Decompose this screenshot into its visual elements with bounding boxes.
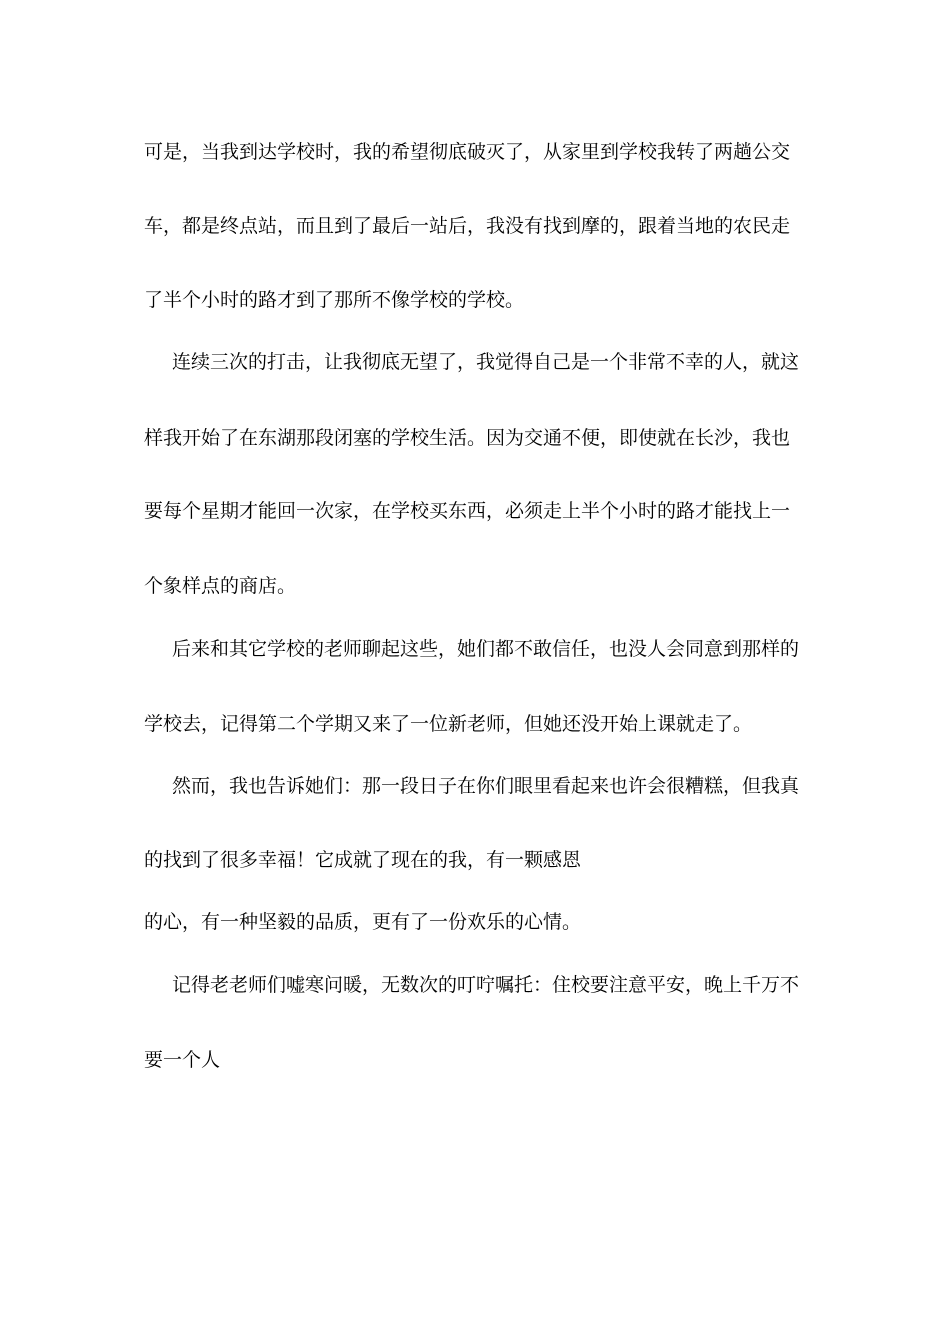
text-line: 可是，当我到达学校时，我的希望彻底破灭了，从家里到学校我转了两趟公交 — [144, 141, 791, 163]
text-line: 了半个小时的路才到了那所不像学校的学校。 — [144, 289, 525, 311]
text-line: 的心，有一种坚毅的品质，更有了一份欢乐的心情。 — [144, 911, 582, 933]
text-line: 要一个人 — [144, 1049, 221, 1071]
text-line: 的找到了很多幸福！它成就了现在的我，有一颗感恩 — [144, 849, 582, 871]
paragraph-first-line: 连续三次的打击，让我彻底无望了，我觉得自己是一个非常不幸的人，就这 — [172, 351, 800, 373]
text-line: 学校去，记得第二个学期又来了一位新老师，但她还没开始上课就走了。 — [144, 713, 753, 735]
paragraph-first-line: 后来和其它学校的老师聊起这些，她们都不敢信任，也没人会同意到那样的 — [172, 638, 800, 660]
text-line: 车，都是终点站，而且到了最后一站后，我没有找到摩的，跟着当地的农民走 — [144, 215, 791, 237]
text-line: 样我开始了在东湖那段闭塞的学校生活。因为交通不便，即使就在长沙，我也 — [144, 427, 791, 449]
paragraph-first-line: 记得老老师们嘘寒问暖，无数次的叮咛嘱托：住校要注意平安，晚上千万不 — [172, 974, 800, 996]
text-line: 要每个星期才能回一次家，在学校买东西，必须走上半个小时的路才能找上一 — [144, 500, 791, 522]
paragraph-first-line: 然而，我也告诉她们：那一段日子在你们眼里看起来也许会很糟糕，但我真 — [172, 775, 800, 797]
text-line: 个象样点的商店。 — [144, 575, 297, 597]
